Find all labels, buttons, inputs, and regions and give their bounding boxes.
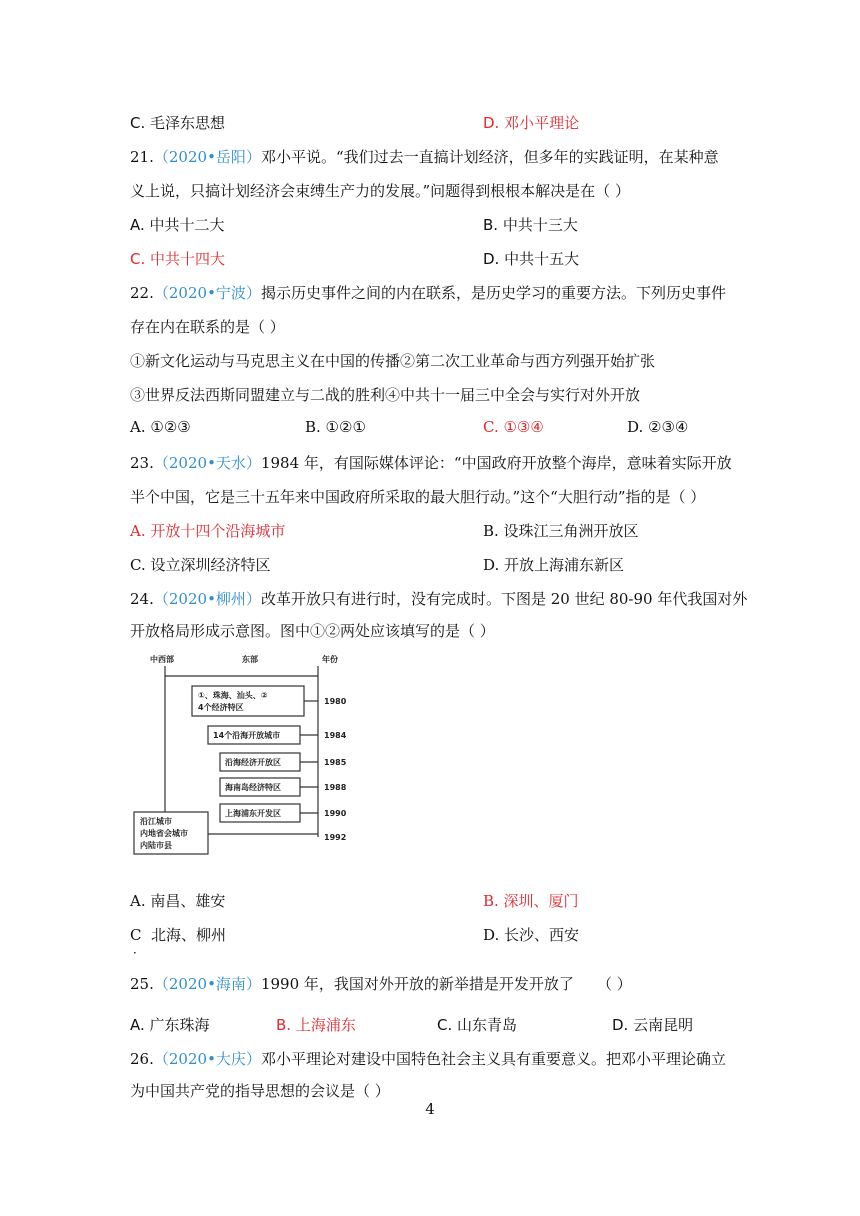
q24-option-c: C 北海、柳州	[130, 926, 227, 944]
q23-option-c: C. 设立深圳经济特区	[130, 556, 271, 574]
q25-line1: 25.（2020•海南）1990 年，我国对外开放的新举措是开发开放了	[130, 975, 574, 993]
diagram-box-sez-line2: 4个经济特区	[198, 703, 244, 712]
q24-option-d: D. 长沙、西安	[483, 926, 580, 944]
q21-option-d: D. 中共十五大	[483, 250, 580, 268]
diagram-box-inland-line1: 沿江城市	[140, 817, 172, 826]
diagram-header-year: 年份	[322, 655, 338, 664]
q24-option-b: B. 深圳、厦门	[483, 892, 579, 910]
diagram-box-hainan-label: 海南岛经济特区	[225, 783, 281, 792]
diagram-header-west: 中西部	[150, 655, 174, 664]
question-number: 25.	[130, 975, 154, 993]
q20-option-c: C. 毛泽东思想	[130, 114, 226, 132]
diagram-box-pudong-label: 上海浦东开发区	[225, 809, 281, 818]
source-tag: （2020•天水）	[153, 454, 261, 472]
diagram-box-inland-line2: 内地省会城市	[140, 829, 188, 838]
q23-option-b: B. 设珠江三角洲开放区	[483, 522, 639, 540]
q22-option-c: C. ①③④	[483, 418, 544, 436]
q21-option-c: C. 中共十四大	[130, 250, 226, 268]
year-1990: 1990	[324, 809, 347, 818]
q21-option-a: A. 中共十二大	[130, 216, 225, 234]
source-tag: （2020•大庆）	[153, 1050, 261, 1068]
year-1985: 1985	[324, 758, 347, 767]
q22-line1: 22.（2020•宁波）揭示历史事件之间的内在联系，是历史学习的重要方法。下列历史事件	[130, 284, 726, 302]
source-tag: （2020•柳州）	[153, 590, 261, 608]
question-number: 21.	[130, 148, 154, 166]
diagram-box-inland-line3: 内陆市县	[140, 841, 172, 850]
year-1980: 1980	[324, 697, 347, 706]
q24-option-a: A. 南昌、雄安	[130, 892, 226, 910]
diagram-box-coastal-cities-label: 14个沿海开放城市	[213, 731, 281, 740]
q22-option-d: D. ②③④	[627, 418, 689, 436]
q22-option-b: B. ①②①	[305, 418, 366, 436]
source-tag: （2020•海南）	[153, 975, 261, 993]
year-1992: 1992	[324, 833, 347, 842]
q25-blank: （ ）	[597, 975, 632, 993]
year-1988: 1988	[324, 783, 347, 792]
question-number: 24.	[130, 590, 154, 608]
diagram-header-east: 东部	[242, 655, 258, 664]
q21-line2: 义上说，只搞计划经济会束缚生产力的发展。”问题得到根根本解决是在（ ）	[130, 182, 630, 200]
q25-option-d: D. 云南昆明	[612, 1016, 694, 1034]
q23-option-a: A. 开放十四个沿海城市	[130, 522, 286, 540]
q25-option-c: C. 山东青岛	[437, 1016, 518, 1034]
q25-option-a: A. 广东珠海	[130, 1016, 210, 1034]
q22-option-a: A. ①②③	[130, 418, 191, 436]
diagram-box-sez-line1: ①、珠海、汕头、②	[198, 691, 268, 700]
q25-option-b: B. 上海浦东	[276, 1016, 356, 1034]
diagram-box-coastal-zone-label: 沿海经济开放区	[225, 758, 281, 767]
source-tag: （2020•岳阳）	[153, 148, 261, 166]
source-tag: （2020•宁波）	[153, 284, 261, 302]
q22-line3: ①新文化运动与马克思主义在中国的传播②第二次工业革命与西方列强开始扩张	[130, 352, 656, 370]
q22-line4: ③世界反法西斯同盟建立与二战的胜利④中共十一届三中全会与实行对外开放	[130, 386, 641, 404]
question-number: 22.	[130, 284, 154, 302]
question-number: 26.	[130, 1050, 154, 1068]
opening-up-diagram	[130, 652, 350, 862]
q21-line1: 21.（2020•岳阳）邓小平说。“我们过去一直搞计划经济，但多年的实践证明，在某种意	[130, 148, 719, 166]
page-number: 4	[425, 1100, 435, 1118]
q24-line2: 开放格局形成示意图。图中①②两处应该填写的是（ ）	[130, 622, 495, 640]
q22-line2: 存在内在联系的是（ ）	[130, 318, 285, 336]
year-1984: 1984	[324, 731, 347, 740]
q20-option-d: D. 邓小平理论	[483, 114, 580, 132]
q26-line2: 为中国共产党的指导思想的会议是（ ）	[130, 1082, 390, 1100]
q23-line1: 23.（2020•天水）1984 年，有国际媒体评论：“中国政府开放整个海岸，意味着实际开放	[130, 454, 732, 472]
question-number: 23.	[130, 454, 154, 472]
q23-option-d: D. 开放上海浦东新区	[483, 556, 625, 574]
q21-option-b: B. 中共十三大	[483, 216, 578, 234]
q23-line2: 半个中国，它是三十五年来中国政府所采取的最大胆行动。”这个“大胆行动”指的是（ ）	[130, 488, 706, 506]
q24-option-c-dot: ．	[133, 942, 146, 956]
q24-line1: 24.（2020•柳州）改革开放只有进行时，没有完成时。下图是 20 世纪 80-90 年代我国对外	[130, 590, 748, 608]
q26-line1: 26.（2020•大庆）邓小平理论对建设中国特色社会主义具有重要意义。把邓小平理论确立	[130, 1050, 726, 1068]
